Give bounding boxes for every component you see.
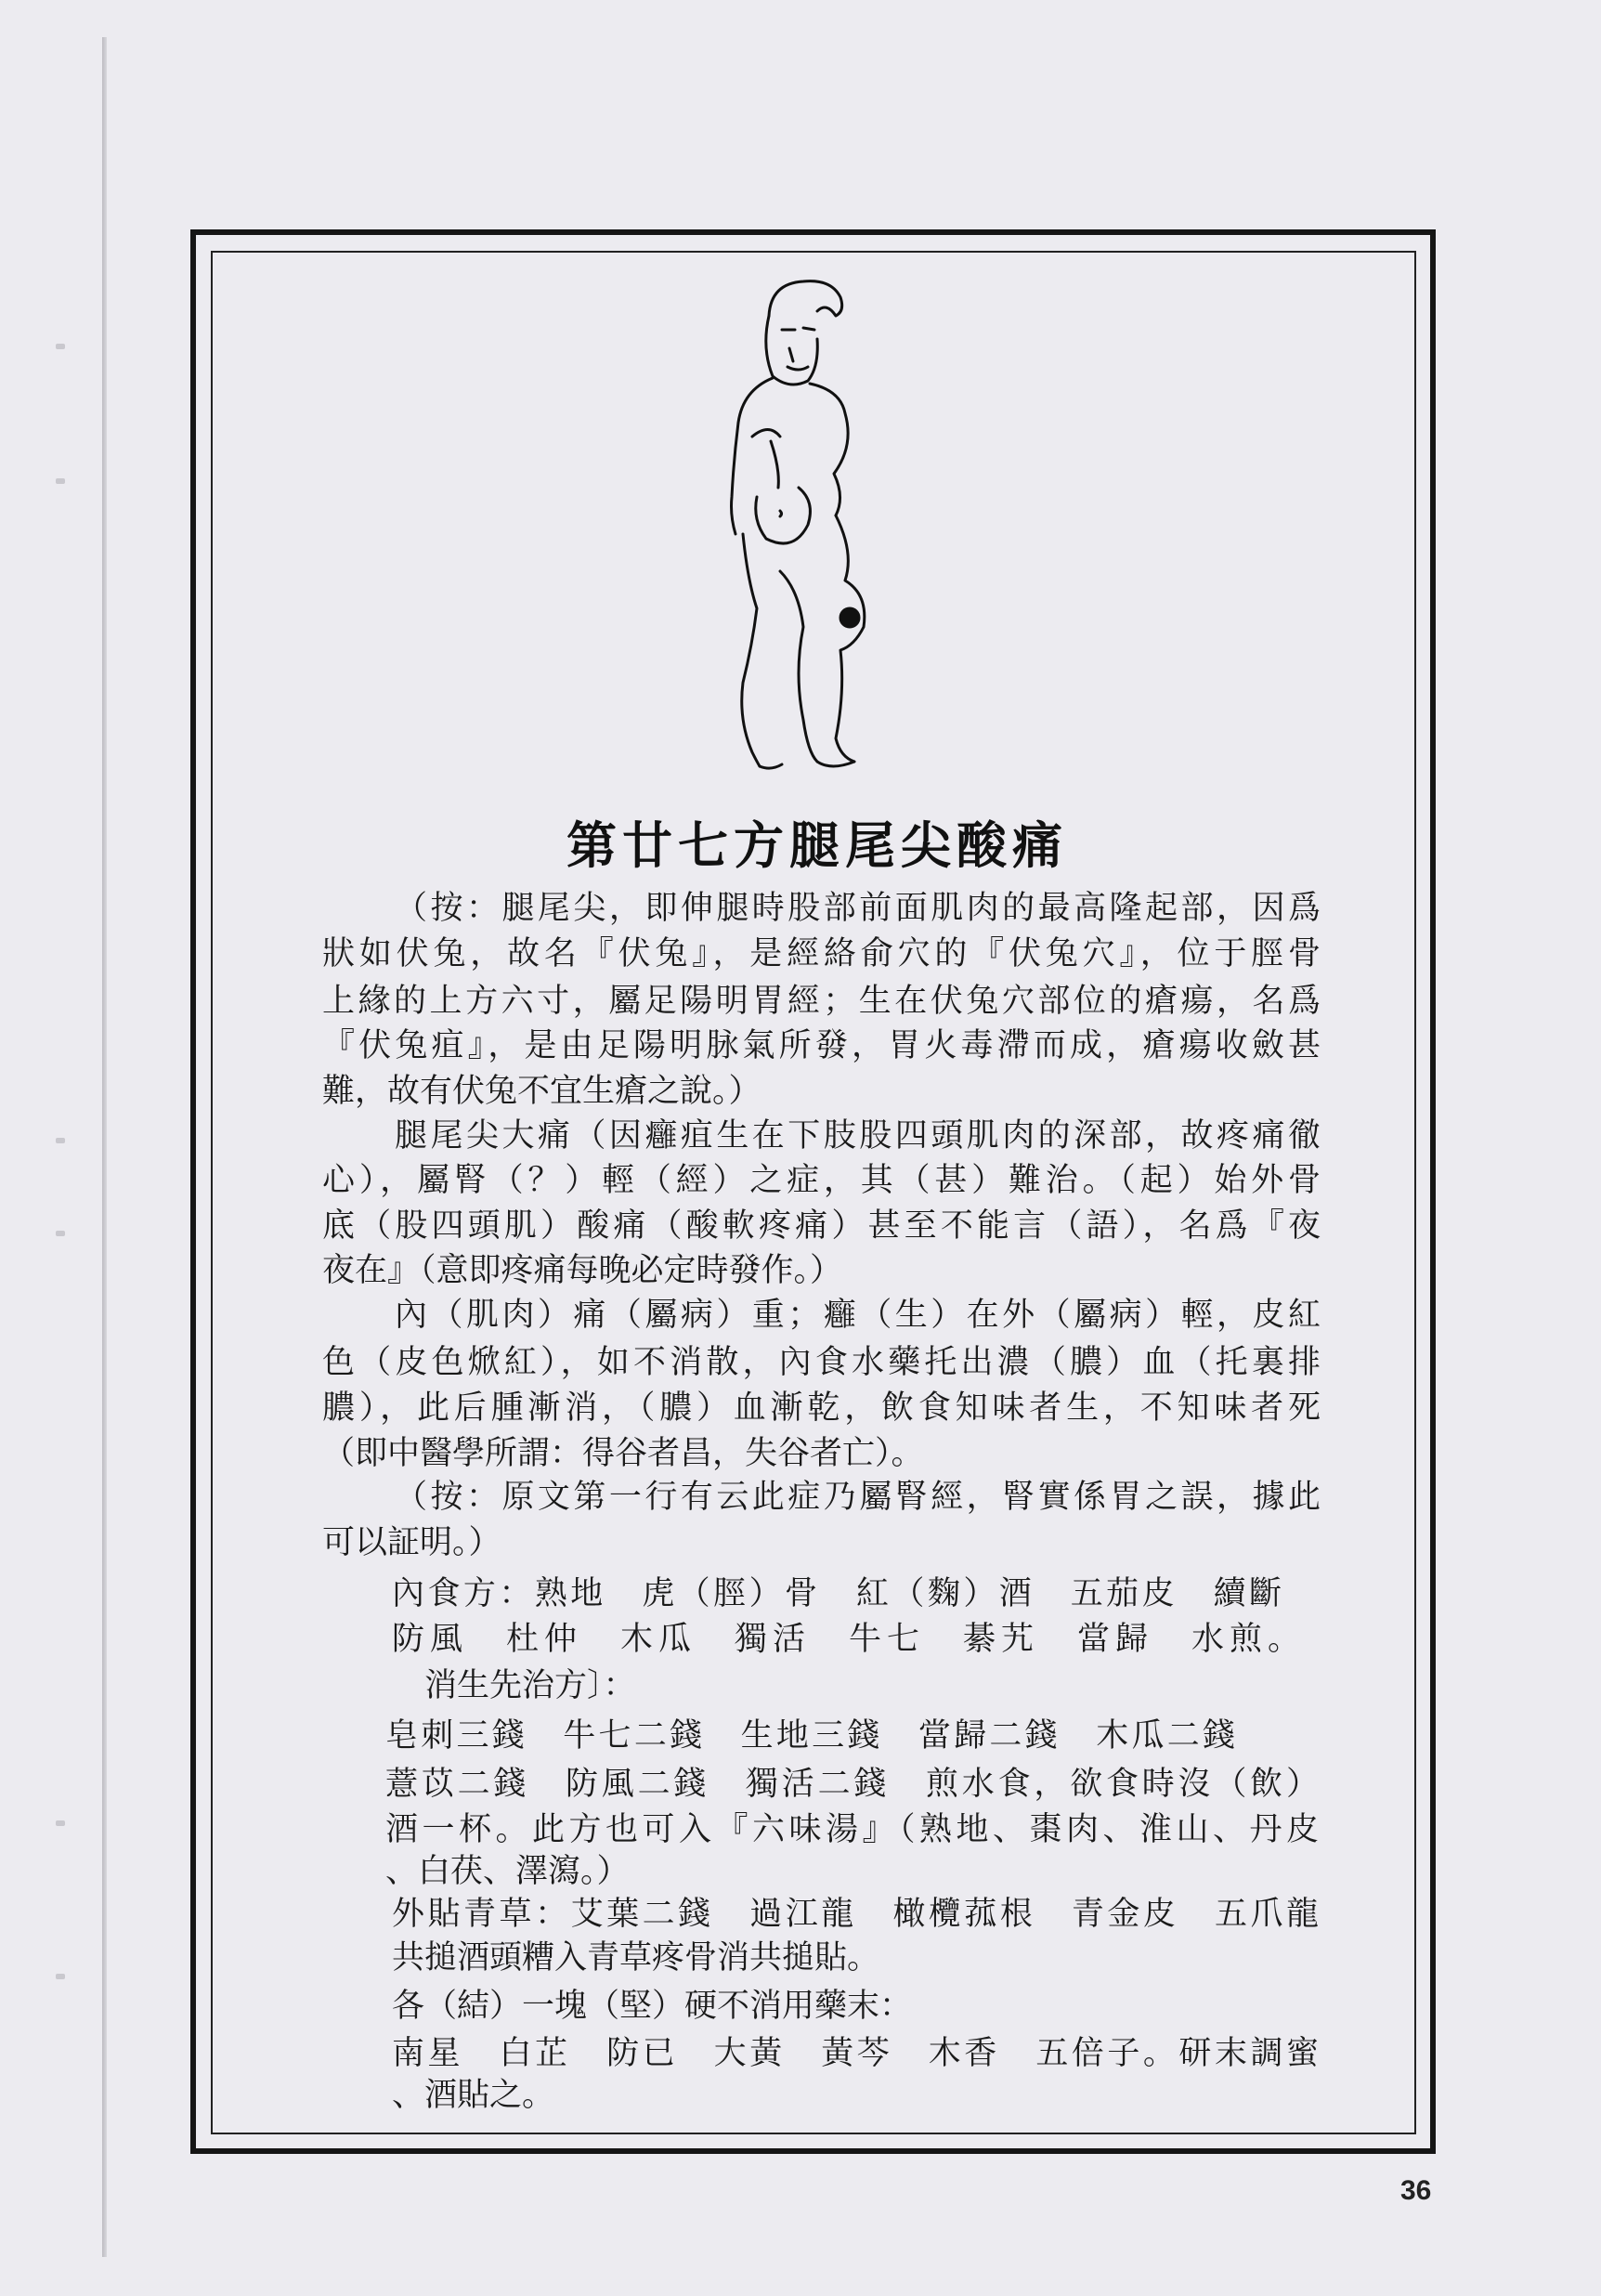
margin-mark [56,1231,65,1236]
text-line: 上緣的上方六寸，屬足陽明胃經；生在伏兔穴部位的瘡瘍，名爲 [322,983,1321,1020]
text-line: 、白茯、澤瀉。） [385,1853,630,1890]
text-line: 心），屬腎（？）輕（經）之症，其（甚）難治。（起）始外骨 [322,1162,1321,1199]
text-line: 防風 杜仲 木瓜 獨活 牛七 綦艽 當歸 水煎。 [392,1621,1300,1658]
patient-illustration [715,274,901,780]
text-line: 可以証明。） [322,1524,501,1561]
text-line: 內食方：熟地 虎（脛）骨 紅（麴）酒 五茄皮 續斷 [392,1575,1282,1612]
text-line: 薏苡二錢 防風二錢 獨活二錢 煎水食，欲食時沒（飲） [385,1766,1319,1803]
text-line: 夜在』（意即疼痛每晚必定時發作。） [322,1252,843,1289]
binding-edge [102,37,107,2257]
text-line: 酒一杯。此方也可入『六味湯』（熟地、棗肉、淮山、丹皮 [385,1811,1319,1848]
text-line: 膿），此后腫漸消，（膿）血漸乾，飲食知味者生，不知味者死 [322,1389,1321,1427]
text-line: 狀如伏兔，故名『伏兔』，是經絡俞穴的『伏兔穴』，位于脛骨 [322,935,1321,972]
margin-mark [56,1820,65,1826]
text-line: 腿尾尖大痛（因癰疽生在下肢股四頭肌肉的深部，故疼痛徹 [395,1117,1321,1155]
text-line: 南星 白芷 防已 大黃 黃芩 木香 五倍子。研末調蜜 [392,2035,1319,2072]
text-line: 各（結）一塊（堅）硬不消用藥末： [392,1988,913,2025]
text-line: 外貼青草：艾葉二錢 過江龍 橄欖菰根 青金皮 五爪龍 [392,1896,1319,1933]
margin-mark [56,1138,65,1143]
text-line: 底（股四頭肌）酸痛（酸軟疼痛）甚至不能言（語），名爲『夜 [322,1207,1321,1245]
text-line: （按：腿尾尖，即伸腿時股部前面肌肉的最高隆起部，因爲 [395,890,1321,927]
page-number: 36 [1400,2175,1432,2206]
text-line: （即中醫學所謂：得谷者昌，失谷者亡）。 [322,1435,924,1472]
text-line: 消生先治方〕： [424,1667,636,1704]
text-line: 、酒貼之。 [392,2077,555,2114]
text-line: 『伏兔疽』，是由足陽明脉氣所發，胃火毒滯而成，瘡瘍收斂甚 [322,1027,1321,1064]
margin-mark [56,1974,65,1979]
text-line: 色（皮色焮紅），如不消散，內食水藥托出濃（膿）血（托裏排 [322,1344,1321,1381]
margin-mark [56,344,65,349]
text-line: 難，故有伏兔不宜生瘡之說。） [322,1073,761,1110]
margin-mark [56,478,65,484]
text-line: 內（肌肉）痛（屬病）重；癰（生）在外（屬病）輕，皮紅 [395,1297,1321,1334]
text-line: 皂刺三錢 牛七二錢 生地三錢 當歸二錢 木瓜二錢 [385,1717,1235,1755]
page-title: 第廿七方腿尾尖酸痛 [566,816,1068,875]
text-line: （按：原文第一行有云此症乃屬腎經，腎實係胃之誤，據此 [395,1479,1321,1516]
text-line: 共搥酒頭糟入青草疼骨消共搥貼。 [392,1939,880,1976]
